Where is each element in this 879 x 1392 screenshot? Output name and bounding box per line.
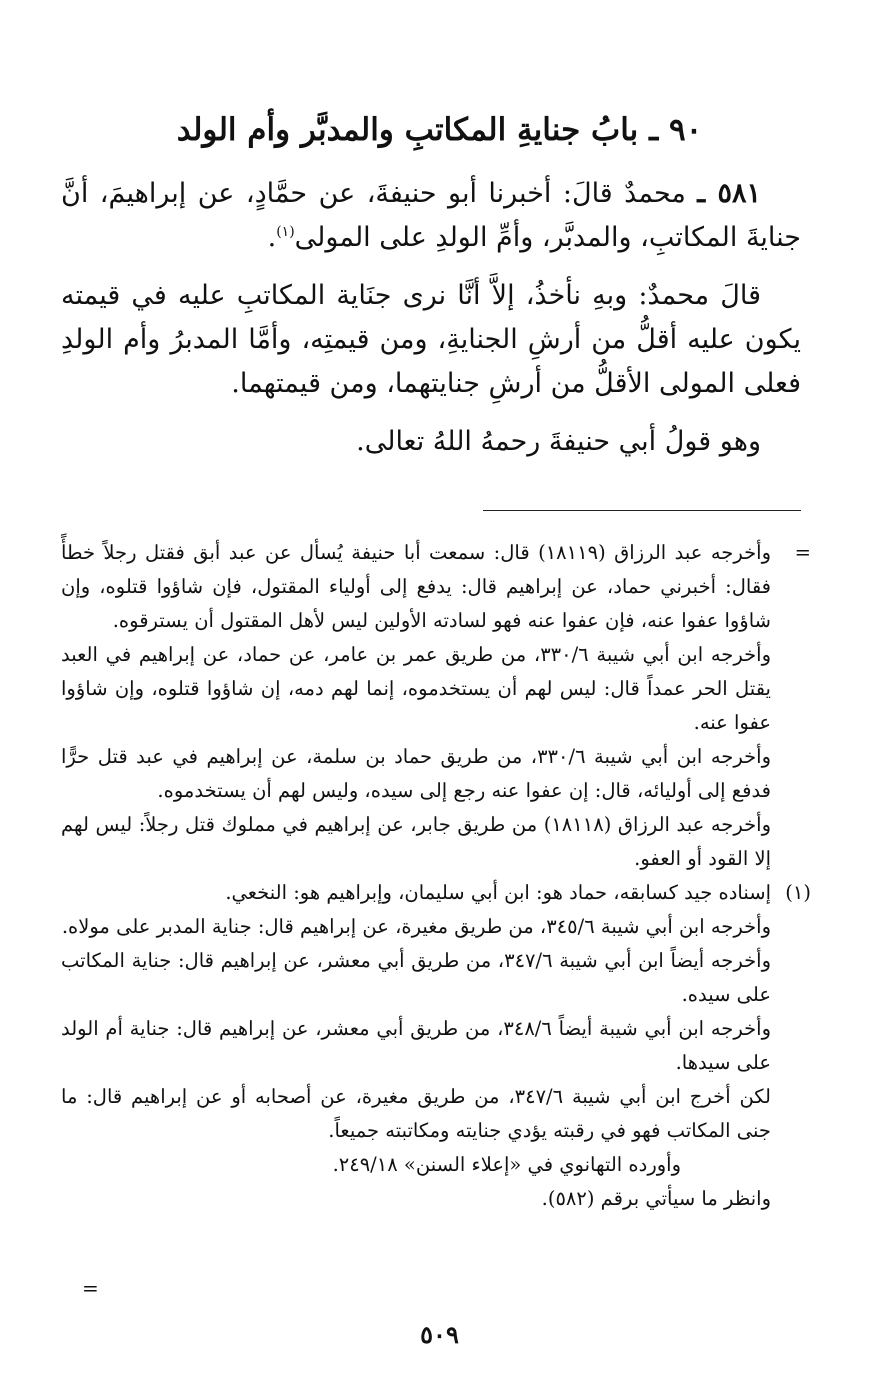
hadith-end: . [267, 222, 277, 253]
next-page-marker: = [82, 1276, 99, 1300]
continuation-marker: = [794, 541, 811, 564]
footnote-1-line: وأخرجه ابن أبي شيبة أيضاً ٣٤٨/٦، من طريق أبي معشر، عن إبراهيم قال: جناية أم الولد على سيدها. [61, 1017, 771, 1074]
closing-paragraph: وهو قولُ أبي حنيفةَ رحمهُ اللهُ تعالى. [356, 426, 761, 457]
chapter-title: ٩٠ ـ بابُ جنايةِ المكاتبِ والمدبَّر وأم الولد [176, 112, 703, 148]
footnote-1-line: لكن أخرج ابن أبي شيبة ٣٤٧/٦، من طريق مغيرة، عن أصحابه أو عن إبراهيم قال: ما جنى المكاتب فهو في رقبته يؤدي جنايته ومكاتبته جميعاً. [61, 1085, 772, 1142]
footnotes-section [61, 536, 811, 1216]
hadith-number: ٥٨١ ـ [697, 178, 761, 209]
footnote-1-line: وانظر ما سيأتي برقم (٥٨٢). [541, 1187, 771, 1210]
footnote-1-line: وأورده التهانوي في «إعلاء السنن» ٢٤٩/١٨. [332, 1153, 681, 1176]
main-text [61, 172, 801, 478]
page-number: ٥٠٩ [420, 1320, 459, 1349]
footnote-continued-line: وأخرجه ابن أبي شيبة ٣٣٠/٦، من طريق عمر بن عامر، عن حماد، عن إبراهيم في العبد يقتل الحر عمداً قال: ليس لهم أن يستخدموه، إنما لهم دمه، إن شاؤوا قتلوه، وإن شاؤوا عفوا عنه. [61, 643, 771, 734]
hadith-text: محمدٌ قالَ: أخبرنا أبو حنيفةَ، عن حمَّادٍ، عن إبراهيمَ، أنَّ جنايةَ المكاتبِ، والمدبَّر، وأمِّ الولدِ على المولى [61, 178, 801, 253]
footnote-1-line: وأخرجه أيضاً ابن أبي شيبة ٣٤٧/٦، من طريق أبي معشر، عن إبراهيم قال: جناية المكاتب على سيده. [61, 949, 771, 1006]
footnote-divider [483, 510, 801, 511]
footnote-continued-line: = وأخرجه عبد الرزاق (١٨١١٩) قال: سمعت أبا حنيفة يُسأل عن عبد أبق فقتل رجلاً خطأً فقال: أخبرني حماد، عن إبراهيم قال: يدفع إلى أولياء المقتول، فإن شاؤوا قتلوه، وإن شاؤوا عفوا عنه، فإن عفوا عنه فهو لسادته الأولين ليس لأهل المقتول أن يسترقوه. [61, 536, 801, 638]
hadith-paragraph [61, 172, 801, 260]
footnote-1-marker: (١) [785, 881, 811, 904]
footnote-1-line: (١) إسناده جيد كسابقه، حماد هو: ابن أبي سليمان، وإبراهيم هو: النخعي. [61, 876, 801, 910]
footnote-continued-line: وأخرجه ابن أبي شيبة ٣٣٠/٦، من طريق حماد بن سلمة، عن إبراهيم في عبد قتل حرًّا فدفع إلى أوليائه، قال: إن عفوا عنه رجع إلى سيده، وليس لهم أن يستخدموه. [61, 745, 771, 802]
footnote-1-line: وأخرجه ابن أبي شيبة ٣٤٥/٦، من طريق مغيرة، عن إبراهيم قال: جناية المدبر على مولاه. [61, 915, 771, 938]
footnote-continued-line: وأخرجه عبد الرزاق (١٨١١٨) من طريق جابر، عن إبراهيم في مملوك قتل رجلاً: ليس لهم إلا القود أو العفو. [61, 813, 771, 870]
footnote-reference[interactable]: (١) [276, 224, 295, 240]
commentary-paragraph: قالَ محمدٌ: وبهِ نأخذُ، إلاَّ أنَّا نرى جنَاية المكاتبِ عليه في قيمته يكون عليه أقلُّ من أرشِ الجنايةِ، ومن قيمتِه، وأمَّا المدبرُ وأم الولدِ فعلى المولى الأقلُّ من أرشِ جنايتهما، ومن قيمتهما. [61, 280, 801, 399]
